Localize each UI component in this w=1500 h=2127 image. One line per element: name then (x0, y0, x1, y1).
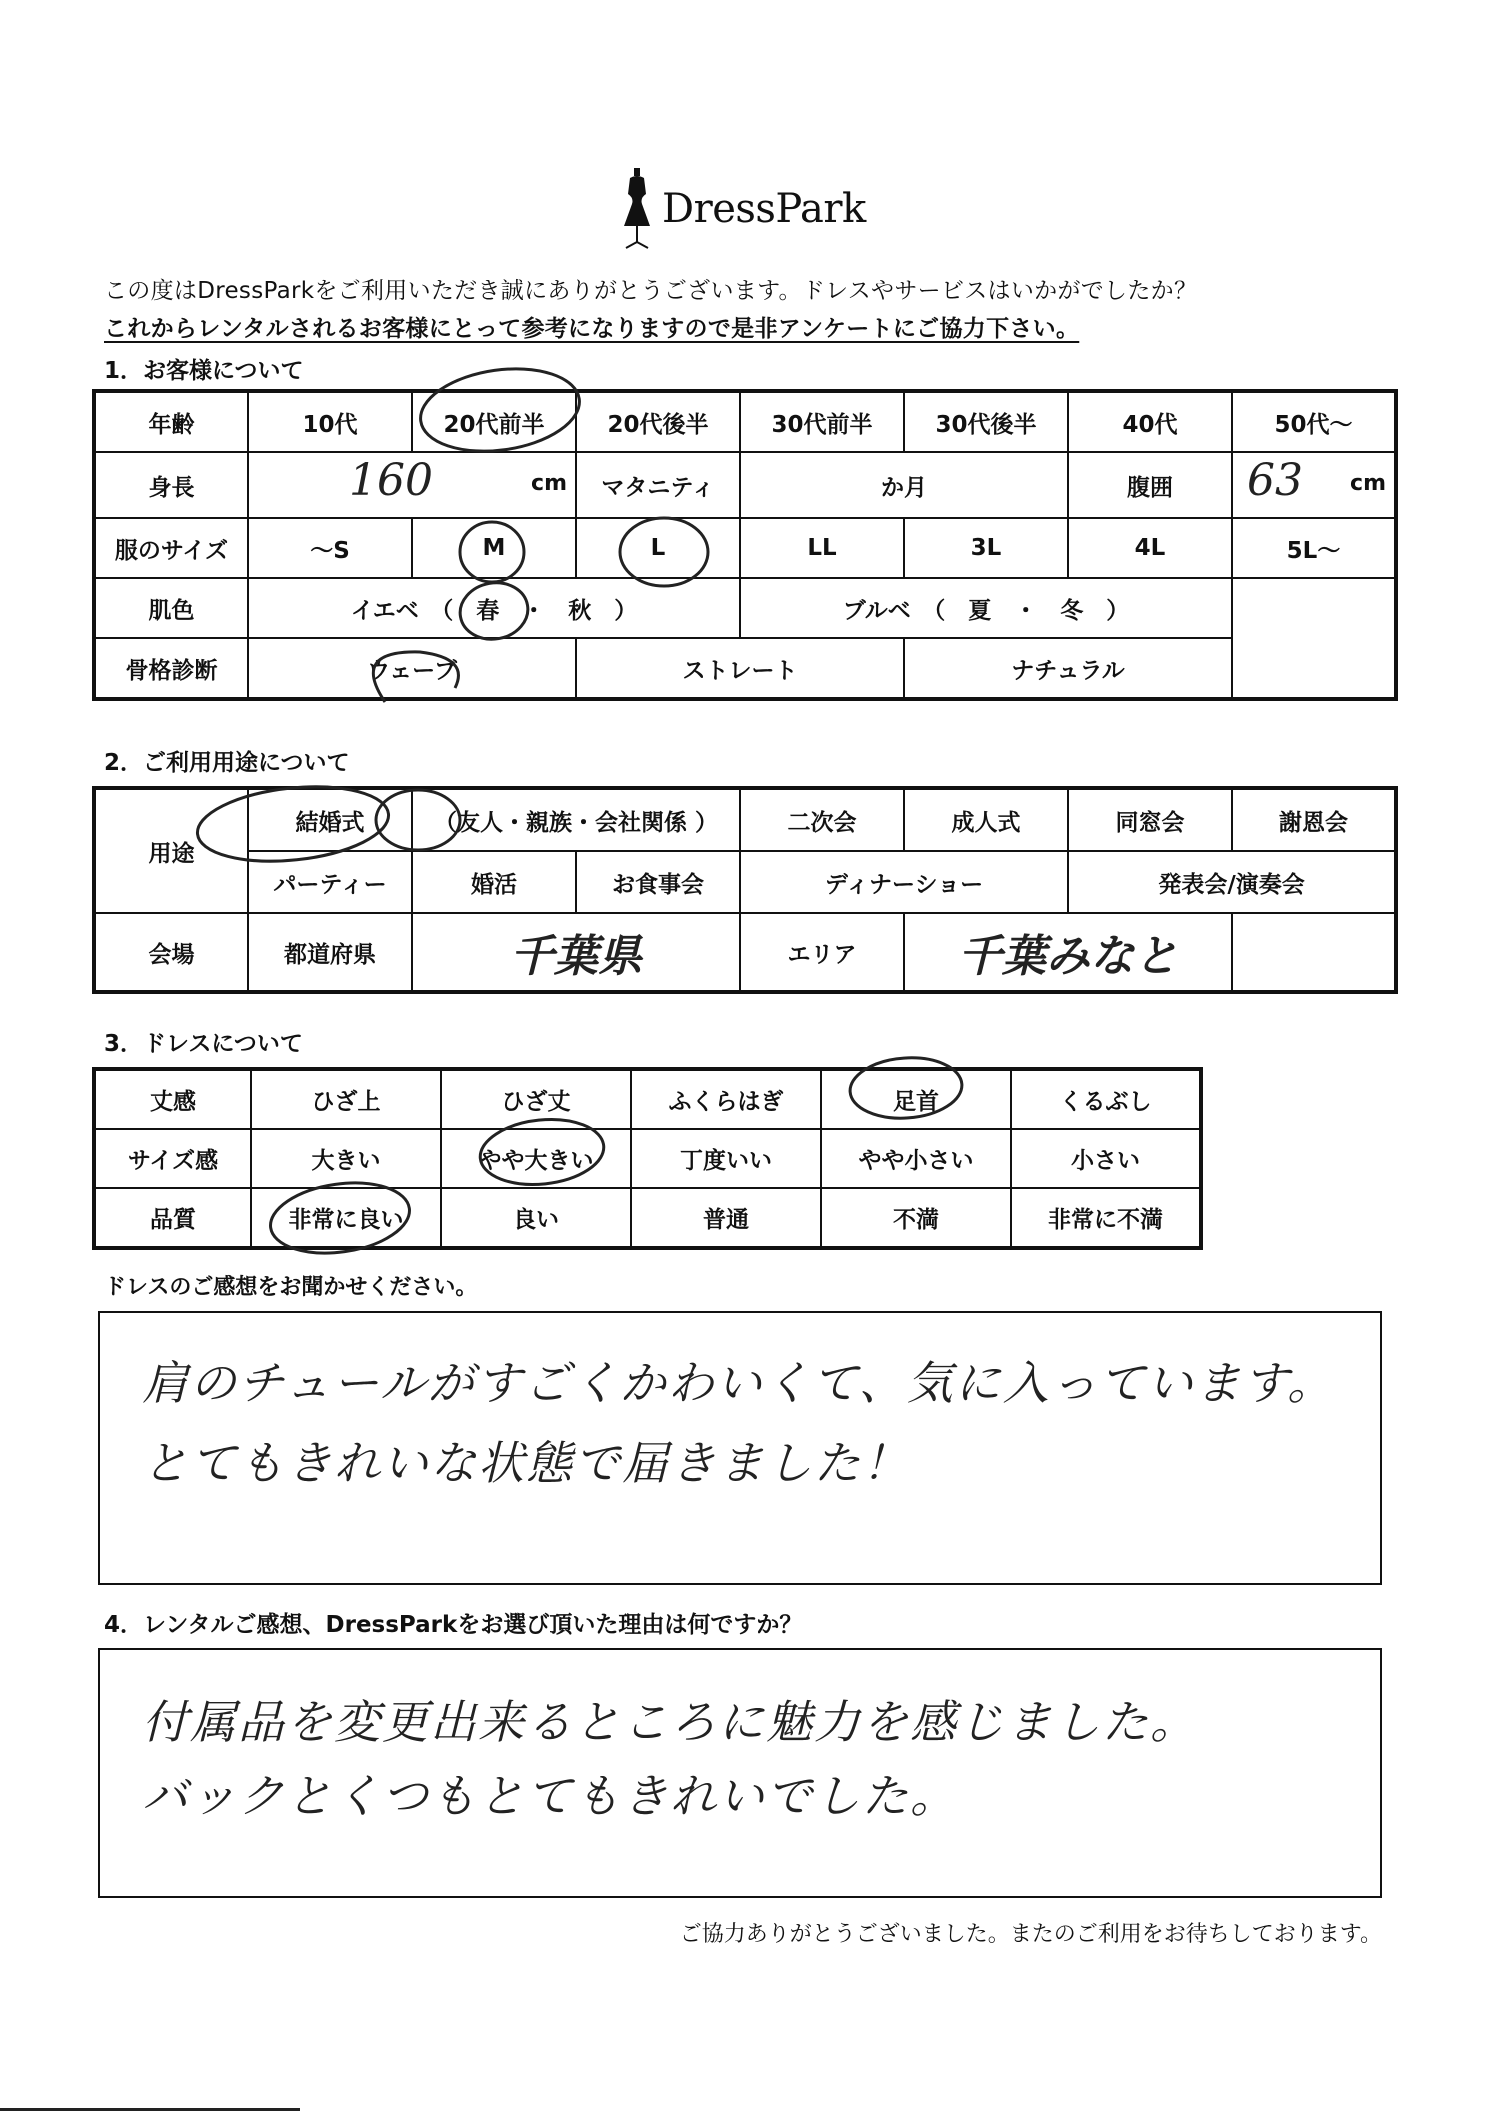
age-label: 年齢 (94, 391, 248, 452)
impressions-title: ドレスのご感想をお聞かせください。 (104, 1275, 478, 1300)
maternity-label: マタニティ (576, 452, 740, 518)
length-option[interactable]: ひざ上 (251, 1069, 441, 1129)
fit-label: サイズ感 (94, 1129, 251, 1188)
reason-line-2: バックとくつもとてもきれいでした。 (142, 1769, 958, 1823)
impressions-line-2: とてもきれいな状態で届きました！ (142, 1436, 910, 1490)
skin-row (94, 578, 1396, 638)
frame-option[interactable]: ストレート (576, 638, 904, 699)
height-field[interactable] (248, 452, 576, 518)
length-option[interactable]: くるぶし (1011, 1069, 1201, 1129)
maternity-months[interactable]: か月 (740, 452, 1068, 518)
purpose-row-1 (94, 788, 1396, 851)
age-option[interactable]: 30代後半 (904, 391, 1068, 452)
brand-logo (620, 168, 880, 258)
dress-table (92, 1067, 1203, 1250)
intro-line-1: この度はDressParkをご利用いただき誠にありがとうございます。ドレスやサービスはいかがでしたか？ (104, 278, 1198, 304)
fit-row (94, 1129, 1201, 1188)
purpose-option[interactable]: 結婚式 (248, 788, 412, 851)
size-option[interactable]: L (576, 518, 740, 578)
skin-blue-option[interactable]: ブルベ （ 夏 ・ 冬 ） (740, 578, 1232, 638)
scan-edge-line (0, 2108, 300, 2111)
purpose-option[interactable]: 謝恩会 (1232, 788, 1396, 851)
size-option[interactable]: 〜S (248, 518, 412, 578)
impressions-line-1: 肩のチュールがすごくかわいくて、気に入っています。 (142, 1356, 1336, 1410)
fit-option[interactable]: 丁度いい (631, 1129, 821, 1188)
age-option[interactable]: 20代前半 (412, 391, 576, 452)
purpose-table (92, 786, 1398, 994)
waist-field[interactable] (1232, 452, 1396, 518)
purpose-option[interactable]: 婚活 (412, 851, 576, 913)
length-label: 丈感 (94, 1069, 251, 1129)
purpose-option[interactable]: お食事会 (576, 851, 740, 913)
length-option[interactable]: 足首 (821, 1069, 1011, 1129)
section-3-title: 3．ドレスについて (104, 1031, 303, 1057)
section-1-title: 1．お客様について (104, 358, 304, 384)
prefecture-label: 都道府県 (248, 913, 412, 992)
reason-textarea[interactable] (98, 1648, 1382, 1898)
waist-label: 腹囲 (1068, 452, 1232, 518)
prefecture-value[interactable]: 千葉県 (412, 913, 740, 992)
fit-option[interactable]: やや大きい (441, 1129, 631, 1188)
quality-option[interactable]: 普通 (631, 1188, 821, 1248)
brand-name: DressPark (662, 186, 866, 232)
venue-label: 会場 (94, 913, 248, 992)
frame-label: 骨格診断 (94, 638, 248, 699)
purpose-option[interactable]: 二次会 (740, 788, 904, 851)
quality-option[interactable]: 非常に良い (251, 1188, 441, 1248)
quality-row (94, 1188, 1201, 1248)
customer-info-table (92, 389, 1398, 701)
quality-option[interactable]: 良い (441, 1188, 631, 1248)
area-value[interactable]: 千葉みなと (904, 913, 1232, 992)
age-row (94, 391, 1396, 452)
height-unit: cm (531, 471, 567, 496)
fit-option[interactable]: 大きい (251, 1129, 441, 1188)
closing-message: ご協力ありがとうございました。またのご利用をお待ちしております。 (679, 1922, 1382, 1947)
age-option[interactable]: 20代後半 (576, 391, 740, 452)
purpose-label: 用途 (94, 788, 248, 913)
purpose-option[interactable]: （友人・親族・会社関係 ） (412, 788, 740, 851)
area-label: エリア (740, 913, 904, 992)
size-option[interactable]: M (412, 518, 576, 578)
height-row (94, 452, 1396, 518)
height-label: 身長 (94, 452, 248, 518)
frame-row (94, 638, 1396, 699)
purpose-option[interactable]: パーティー (248, 851, 412, 913)
intro-line-2: これからレンタルされるお客様にとって参考になりますので是非アンケートにご協力下さい。 (104, 316, 1080, 342)
length-option[interactable]: ふくらはぎ (631, 1069, 821, 1129)
purpose-row-2 (94, 851, 1396, 913)
size-row (94, 518, 1396, 578)
section-4-title: 4．レンタルご感想、DressParkをお選び頂いた理由は何ですか？ (104, 1612, 803, 1638)
quality-label: 品質 (94, 1188, 251, 1248)
size-option[interactable]: 3L (904, 518, 1068, 578)
age-option[interactable]: 10代 (248, 391, 412, 452)
size-option[interactable]: 5L〜 (1232, 518, 1396, 578)
skin-label: 肌色 (94, 578, 248, 638)
reason-line-1: 付属品を変更出来るところに魅力を感じました。 (142, 1695, 1198, 1749)
skin-yellow-option[interactable]: イエベ （ 春 ・ 秋 ） (248, 578, 740, 638)
section-2-title: 2．ご利用用途について (104, 750, 350, 776)
size-label: 服のサイズ (94, 518, 248, 578)
length-option[interactable]: ひざ丈 (441, 1069, 631, 1129)
age-option[interactable]: 40代 (1068, 391, 1232, 452)
length-row (94, 1069, 1201, 1129)
size-option[interactable]: LL (740, 518, 904, 578)
height-value: 160 (349, 455, 433, 506)
purpose-option[interactable]: 発表会/演奏会 (1068, 851, 1396, 913)
size-option[interactable]: 4L (1068, 518, 1232, 578)
purpose-option[interactable]: ディナーショー (740, 851, 1068, 913)
waist-unit: cm (1350, 471, 1386, 496)
age-option[interactable]: 30代前半 (740, 391, 904, 452)
fit-option[interactable]: やや小さい (821, 1129, 1011, 1188)
fit-option[interactable]: 小さい (1011, 1129, 1201, 1188)
waist-value: 63 (1247, 455, 1303, 506)
frame-option[interactable]: ウェーブ (248, 638, 576, 699)
frame-option[interactable]: ナチュラル (904, 638, 1232, 699)
purpose-option[interactable]: 同窓会 (1068, 788, 1232, 851)
quality-option[interactable]: 非常に不満 (1011, 1188, 1201, 1248)
purpose-option[interactable]: 成人式 (904, 788, 1068, 851)
dress-form-icon (620, 168, 654, 252)
venue-row (94, 913, 1396, 992)
quality-option[interactable]: 不満 (821, 1188, 1011, 1248)
impressions-textarea[interactable] (98, 1311, 1382, 1585)
age-option[interactable]: 50代〜 (1232, 391, 1396, 452)
